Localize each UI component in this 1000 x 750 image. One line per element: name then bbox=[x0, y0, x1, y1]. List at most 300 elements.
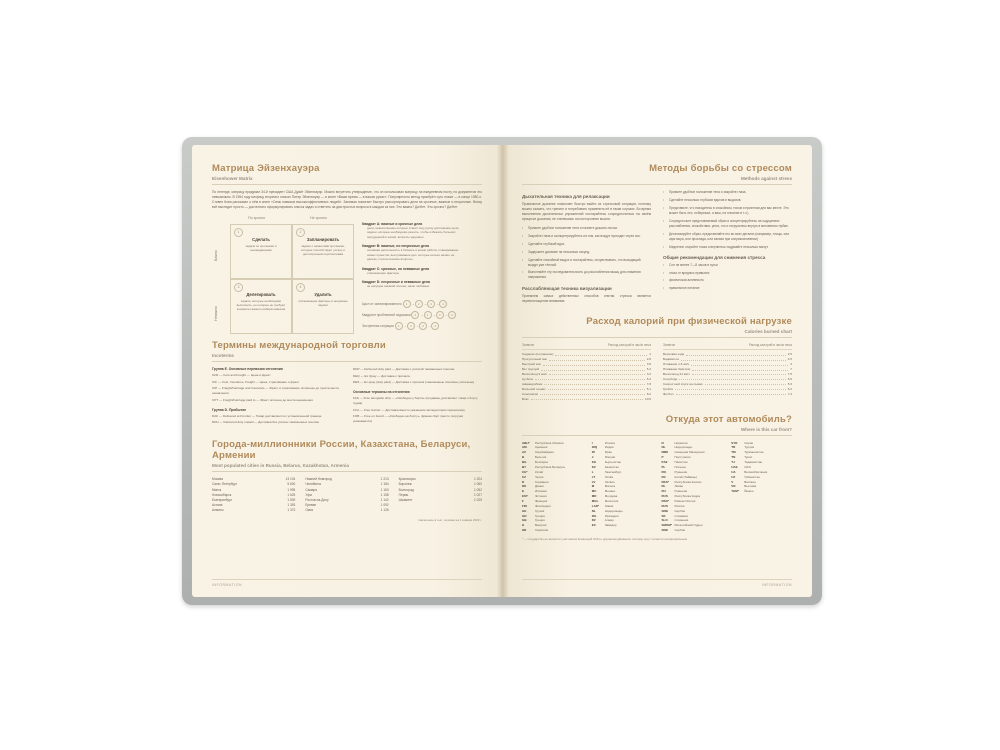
country-name: Иран bbox=[604, 450, 612, 455]
country-name: Румыния bbox=[674, 489, 688, 494]
cell-title: Сделать bbox=[252, 236, 270, 242]
breath-title: Дыхательная техника для релаксации bbox=[522, 194, 610, 199]
leader-dots bbox=[549, 357, 644, 360]
table-row bbox=[399, 498, 482, 503]
list-item: • Сон не менее 7—8 часов в сутки bbox=[663, 263, 792, 268]
matrix-cell-delete bbox=[292, 279, 354, 334]
table-row bbox=[662, 528, 723, 533]
quadrant-note bbox=[362, 280, 462, 289]
city-name: Омск bbox=[305, 508, 313, 513]
eisenhower-matrix bbox=[212, 216, 462, 326]
value: 7.5 bbox=[787, 372, 792, 376]
country-code: UAE bbox=[731, 464, 738, 469]
value: 7.8 bbox=[646, 381, 651, 386]
country-code: F bbox=[522, 498, 524, 503]
country-name: Ватикан bbox=[744, 479, 756, 484]
page-left bbox=[192, 145, 502, 597]
value: 5.1 bbox=[646, 386, 651, 391]
list-item: CIF — Cost, Insurance, Freight — Цена, страхование и фрахт bbox=[212, 379, 300, 384]
col-activity: Занятие bbox=[522, 343, 535, 348]
country-name: Ирландия bbox=[604, 513, 619, 518]
country-name: Эквадор bbox=[604, 523, 617, 528]
country-code: PАК bbox=[661, 460, 668, 465]
value: 7 bbox=[790, 367, 792, 372]
country-code: SRB bbox=[661, 528, 668, 533]
leader-dots bbox=[679, 377, 786, 380]
country-name: Греция bbox=[535, 518, 545, 523]
stress-title: Методы борьбы со стрессом bbox=[649, 163, 792, 174]
leader-dots bbox=[535, 377, 645, 380]
page-gutter bbox=[497, 145, 509, 597]
country-code: DK bbox=[522, 484, 527, 489]
country-name: Турция bbox=[744, 445, 755, 450]
leader-dots bbox=[691, 362, 788, 365]
cities-subtitle: Most populated cities in Russia, Belarus, Kazakhstan, Armenia bbox=[212, 463, 349, 469]
country-code: RC bbox=[661, 474, 666, 479]
chip-icon: 4 bbox=[431, 322, 439, 330]
country-code: NL bbox=[661, 445, 666, 450]
country-name: Монголия bbox=[604, 498, 619, 503]
city-name: Нижний Новгород bbox=[305, 477, 332, 482]
city-population: 1 373 bbox=[287, 508, 296, 513]
value: 5.4 bbox=[646, 367, 651, 372]
country-code: M bbox=[591, 484, 595, 489]
country-name: Великобритания bbox=[744, 469, 768, 474]
cars-title: Откуда этот автомобиль? bbox=[665, 413, 792, 425]
country-code: LAR* bbox=[591, 503, 600, 508]
value: 5.2 bbox=[787, 386, 792, 391]
leader-dots bbox=[705, 382, 786, 385]
activity: Сидение (положение) bbox=[522, 352, 554, 357]
leader-dots bbox=[531, 397, 643, 400]
country-name: Йемен bbox=[744, 489, 754, 494]
chip-icon: 4 bbox=[448, 311, 456, 319]
legend-label: Экстренная ситуация bbox=[362, 323, 394, 328]
matrix-cell-do bbox=[230, 224, 292, 279]
eisenhower-intro: По легенде, матрицу придумал 34-й президент США Дуайт Эйзенхауэр. Можно встретить утверждение, что он использовал матрицу на ежедневном посту, но документов это невозможно. В 1954 году матрицу вторично описал Питер Эйзенхауэр — в книге «Ваше время — в ваших руках». Популярность метод приобрёл чуть позже — в конце 1980-х. Стивен Кови рассказал о нём в книге «Семь навыков высокоэффективных людей». Занимая помогает быстро рассортировать дела на срочные, важные и несрочные. Внизу всё выглядит просто — достаточно сформулировать список задач и ответить на два простых вопроса в каждом из них: Это важно? Да/Нет. Это срочно? Да/Нет bbox=[212, 190, 482, 209]
list-item: • Выполняйте эту последовательность до расслабления мышц для снижения напряжения. bbox=[522, 270, 651, 280]
country-code: N bbox=[661, 440, 664, 445]
city-name: Волгоград bbox=[398, 487, 414, 492]
quadrant-note bbox=[362, 267, 462, 276]
calories-table bbox=[522, 343, 792, 401]
country-name: Ливия bbox=[604, 503, 614, 508]
group-title: Основные термины на отгонения bbox=[353, 390, 410, 395]
cell-number: 1 bbox=[234, 228, 243, 237]
value: 6.4 bbox=[646, 376, 651, 381]
value: 1 bbox=[649, 352, 651, 357]
activity: Прогулочный шаг bbox=[522, 357, 548, 362]
value: 7.4 bbox=[787, 391, 792, 396]
breath-steps bbox=[522, 226, 651, 281]
quadrant-note-text: основная деятельность в бизнесе и жизни работа; планирование новых проектов; выстраивание дел, которые нельзя начать не далеко; стратегические вопросы bbox=[367, 248, 459, 262]
value: 8.2 bbox=[646, 391, 651, 396]
chip-icon: 3 bbox=[427, 300, 435, 308]
activity: Футбол bbox=[663, 391, 674, 396]
leader-dots bbox=[544, 382, 645, 385]
incoterms-subtitle: Incoterms bbox=[212, 352, 234, 358]
country-name: Алжир bbox=[604, 518, 614, 523]
country-code: GB bbox=[522, 518, 527, 523]
city-name: Красноярск bbox=[398, 477, 416, 482]
footer-left: INFORMATION bbox=[212, 583, 243, 587]
legend-row bbox=[362, 311, 467, 319]
leader-dots bbox=[555, 352, 647, 355]
country-code: IRQ bbox=[591, 445, 598, 450]
legend-label: Цикл от запланированного bbox=[362, 301, 402, 306]
activity: Гребля bbox=[663, 386, 674, 391]
stress-columns bbox=[522, 190, 792, 304]
list-item: FAS — Free alongside ship — «Свободно у борта» (продавец доставляет товар к борту судна) bbox=[353, 396, 478, 405]
list-item: • Сосредоточьте представляемый образ и концентрируйтесь на ощущениях расслабления, спокойствия, уюта, что и погрузитесь внутрь в мгновения глубже. bbox=[663, 219, 792, 229]
general-title: Общие рекомендации для снижения стресса bbox=[663, 254, 766, 260]
section-calories bbox=[522, 316, 792, 401]
footer-right: INFORMATION bbox=[761, 583, 792, 587]
country-name: Эстония bbox=[535, 494, 547, 499]
table-row bbox=[305, 508, 388, 513]
list-item: DES — Ex quay (duty paid) — Доставка с причала (таможенные пошлины уплачены) bbox=[353, 380, 475, 385]
list-item: • физическая активность bbox=[663, 278, 792, 283]
legend-chips: 2 → 1 → 3 → 4 bbox=[411, 311, 457, 319]
axis-urgent: По срочно bbox=[248, 215, 266, 220]
city-name: Уфа bbox=[305, 492, 312, 497]
country-name: Мальтийский Орден bbox=[674, 523, 703, 528]
country-name: Республика Кодра bbox=[674, 494, 701, 499]
country-name: Словения bbox=[674, 518, 689, 523]
country-name: Венгрия bbox=[535, 523, 547, 528]
section-incoterms bbox=[212, 340, 482, 427]
city-population: 1 213 bbox=[380, 477, 389, 482]
activity: Сноуборд bbox=[663, 376, 678, 381]
cell-title: Делегировать bbox=[246, 291, 276, 297]
country-code: VN bbox=[731, 484, 736, 489]
matrix-cell-plan bbox=[292, 224, 354, 279]
country-code: V bbox=[731, 479, 734, 484]
city-name: Санкт-Петербург bbox=[212, 482, 237, 487]
list-item: • Примите удобное положение тела и начните дышать носом. bbox=[522, 226, 651, 231]
chip-icon: 2 bbox=[419, 322, 427, 330]
city-population: 1 995 bbox=[287, 487, 296, 492]
divider bbox=[522, 337, 792, 338]
city-population: 13 104 bbox=[285, 477, 296, 482]
activity: Скоростной спуск на лыжах bbox=[663, 381, 703, 386]
country-name: Румыния bbox=[674, 469, 688, 474]
activity: Велосипед 21 км/ч bbox=[663, 372, 690, 376]
quadrant-note-title: Квадрат B: важные, но несрочные дела bbox=[362, 244, 429, 249]
table-row bbox=[522, 397, 651, 402]
cell-title: Запланировать bbox=[306, 236, 340, 242]
country-code: SLO bbox=[661, 518, 668, 523]
city-population: 1 625 bbox=[287, 492, 296, 497]
leader-dots bbox=[543, 362, 645, 365]
value: 5.3 bbox=[787, 381, 792, 386]
section-car-codes bbox=[522, 414, 792, 542]
cell-number: 4 bbox=[296, 283, 305, 292]
country-code: RL bbox=[661, 484, 666, 489]
list-item: FCA — Free Carrier — Доставка вместо указанном экспедитором перевозчику bbox=[353, 407, 465, 412]
quadrant-note-text: дела, невыполнение которых ставит под угрозу достижение цели; задачи, которые необходимо решить, чтобы избежать больших затруднений в жизни; вопросы здоровья bbox=[367, 225, 460, 239]
section-stress bbox=[522, 163, 792, 304]
quadrant-note bbox=[362, 244, 462, 262]
leader-dots bbox=[541, 367, 645, 370]
value: 4.5 bbox=[787, 357, 792, 362]
quadrant-note bbox=[362, 222, 462, 240]
calories-title: Расход калорий при физической нагрузке bbox=[586, 316, 792, 328]
cities-column bbox=[212, 477, 295, 513]
country-name: Узбекистан bbox=[744, 474, 760, 479]
table-row bbox=[522, 528, 583, 533]
list-item: • Закройте глаза и сконцентрируйтесь на том, как воздух проходит через нос. bbox=[522, 234, 651, 239]
country-code: GE bbox=[522, 508, 527, 513]
country-name: Финляндия bbox=[535, 503, 551, 508]
city-population: 1 126 bbox=[380, 508, 389, 513]
country-name: Молдова bbox=[604, 494, 618, 499]
list-item: • Сделайте несколько глубоких вдохов и выдохов. bbox=[663, 198, 792, 203]
country-code: TJ bbox=[731, 460, 735, 465]
cities-table bbox=[212, 477, 482, 513]
leader-dots bbox=[540, 392, 645, 395]
country-name: Армения bbox=[535, 445, 548, 450]
cell-text: задачи со срочными и неожиданными bbox=[245, 243, 277, 253]
footer-rule bbox=[212, 579, 482, 580]
country-name: Сербия bbox=[674, 528, 686, 533]
page-right bbox=[502, 145, 812, 597]
value: 10.6 bbox=[644, 396, 651, 401]
stress-column-right bbox=[663, 190, 792, 304]
relax-title: Расслабляющая техника визуализации bbox=[522, 286, 612, 292]
activity: Аквааэробика bbox=[522, 381, 543, 386]
country-code: SRB bbox=[661, 508, 668, 513]
list-item: CFR — Cost and Freight — Цена и фрахт bbox=[212, 372, 271, 377]
leader-dots bbox=[692, 372, 786, 375]
divider bbox=[522, 435, 792, 436]
codes-column bbox=[662, 441, 723, 533]
country-name: Италия bbox=[604, 440, 615, 445]
country-name: Тунис bbox=[744, 455, 753, 460]
country-code: AZ bbox=[522, 450, 526, 455]
table-row bbox=[731, 489, 792, 494]
country-code: RSO* bbox=[661, 498, 670, 503]
leader-dots bbox=[676, 392, 786, 395]
legend-row bbox=[362, 300, 467, 308]
city-population: 1 393 bbox=[287, 503, 296, 508]
axis-not-urgent: Не срочно bbox=[310, 215, 328, 220]
legend-label: Квадрант проблемной подсказки bbox=[362, 312, 411, 317]
country-name: Ливан bbox=[674, 484, 684, 489]
country-name: Франция bbox=[535, 498, 548, 503]
footer-rule bbox=[522, 579, 792, 580]
country-code: EST bbox=[522, 494, 528, 499]
country-name: Азербайджан bbox=[535, 450, 554, 455]
col-activity: Занятие bbox=[663, 343, 676, 348]
country-code: TM bbox=[731, 450, 736, 455]
city-population: 1 052 bbox=[474, 487, 482, 492]
country-name: Индия bbox=[604, 445, 614, 450]
country-code: I bbox=[591, 440, 593, 445]
activity: Велосипед 9 км/ч bbox=[522, 372, 548, 376]
axis-important: Важно bbox=[214, 249, 218, 261]
table-row bbox=[663, 392, 792, 397]
country-code: UZ bbox=[731, 474, 736, 479]
chip-icon: 2 bbox=[415, 300, 423, 308]
country-code: PL bbox=[661, 464, 666, 469]
cars-subtitle: Where is this car from? bbox=[740, 426, 792, 432]
activity: Верховая езда bbox=[663, 352, 685, 357]
table-header bbox=[663, 343, 792, 350]
activity: Бег трусцой bbox=[522, 367, 540, 372]
country-name: Сирия bbox=[744, 440, 754, 445]
list-item: CIP — Freight/Carriage and Insurance — Фрахт и страхование оплачены до пункта места назначения bbox=[212, 386, 339, 396]
activity: Быстрый шаг bbox=[522, 362, 542, 367]
chip-icon: 3 bbox=[407, 322, 415, 330]
country-name: Нидерланды bbox=[674, 445, 693, 450]
list-item: • Сделайте спокойный выдох и постарайтесь, почувствовать, что выходящий воздух уже тёплый. bbox=[522, 258, 651, 268]
country-code: LT bbox=[591, 474, 596, 479]
activity: Бокс bbox=[522, 396, 529, 401]
country-code: J bbox=[591, 455, 594, 460]
city-name: Москва bbox=[212, 477, 223, 482]
city-population: 1 539 bbox=[287, 497, 296, 502]
country-code: AM bbox=[522, 445, 527, 450]
activity: Альпинизм bbox=[522, 391, 538, 396]
country-name: Мальта bbox=[604, 484, 616, 489]
eisenhower-title: Матрица Эйзенхауэра bbox=[212, 163, 320, 174]
country-code: RO bbox=[661, 469, 666, 474]
activity: Ау-йога bbox=[522, 376, 533, 381]
cities-column bbox=[305, 477, 388, 513]
country-name: Россия bbox=[674, 503, 685, 508]
country-code: SK bbox=[661, 513, 666, 518]
incoterms-columns bbox=[212, 367, 482, 427]
list-item: • Примите удобное положение тела и закройте глаза. bbox=[663, 190, 792, 195]
country-code: CZ bbox=[522, 474, 526, 479]
list-item: • Задержите дыхание на несколько секунд. bbox=[522, 250, 651, 255]
list-item: CPT — Freight/Carriage paid to — Фрахт оплачен до места назначения bbox=[212, 397, 313, 402]
section-eisenhower bbox=[212, 163, 482, 326]
stress-subtitle: Methods against stress bbox=[740, 176, 792, 181]
breath-text: Правильное дыхание позволяет быстро выйти из стрессовой ситуации, поэтому можно сказать, что тренинг и потребовать применить её в такие случаях. Во время выполнения дыхательных упражнений постарайтесь сосредоточиться на своём процессе дыхания, не отвлекаясь на посторонние мысли. bbox=[522, 202, 651, 221]
country-name: Литва bbox=[604, 474, 613, 479]
notebook-pages bbox=[192, 145, 812, 597]
codes-column bbox=[592, 441, 653, 533]
country-name: Туркменистан bbox=[744, 450, 764, 455]
country-name: Латвия bbox=[604, 479, 615, 484]
country-name: Монако bbox=[604, 489, 616, 494]
country-code: P bbox=[661, 455, 664, 460]
city-population: 1 025 bbox=[474, 497, 482, 502]
activity: Плавание 1.6 км/ч bbox=[663, 362, 690, 367]
chip-icon: 1 bbox=[395, 322, 403, 330]
city-population: 1 184 bbox=[380, 482, 389, 487]
divider bbox=[212, 361, 482, 362]
leader-dots bbox=[681, 357, 786, 360]
country-code: NMK bbox=[661, 450, 669, 455]
country-code: HR bbox=[522, 528, 527, 533]
chip-icon: 3 bbox=[436, 311, 444, 319]
country-code: E bbox=[522, 489, 525, 494]
city-population: 1 158 bbox=[380, 492, 389, 497]
city-population: 1 060 bbox=[474, 482, 482, 487]
stress-column-left bbox=[522, 190, 651, 304]
country-code: ABH* bbox=[522, 440, 530, 445]
value: 2.8 bbox=[646, 357, 651, 362]
legend-chips: 1 → 2 → 3 → 4 bbox=[403, 300, 449, 308]
city-name: Астана bbox=[212, 503, 223, 508]
country-name: Китай bbox=[535, 469, 544, 474]
value: 3.8 bbox=[646, 362, 651, 367]
leader-dots bbox=[549, 372, 645, 375]
quadrant-notes bbox=[362, 222, 462, 294]
city-name: Новосибирск bbox=[212, 492, 232, 497]
country-code: TR bbox=[731, 445, 736, 450]
list-item: DDP — Delivered duty paid — Доставка с уплатой таможенных пошлин bbox=[353, 366, 455, 371]
cell-number: 3 bbox=[234, 283, 243, 292]
group-title: Группа D. Прибытие bbox=[212, 407, 247, 412]
list-item: • Представьте, что находитесь в спокойном, тихом и приятном для вас месте. Это может быть лес, побережье, а ваш, на плояние в т.ч.) bbox=[663, 206, 792, 216]
country-name: Вьетнам bbox=[744, 484, 757, 489]
country-code: LV bbox=[591, 479, 596, 484]
country-name: Казахстан bbox=[604, 464, 619, 469]
country-name: Республика Абхазия bbox=[535, 440, 564, 445]
country-name: Пакистан bbox=[674, 460, 688, 465]
list-item: • Детализируйте образ, представляйте его во всех деталях (например, птицы, или шум моря, или прохлада, или запахи при соприкосновении) bbox=[663, 232, 792, 242]
country-code: IRL bbox=[591, 513, 597, 518]
country-name: Грузия bbox=[535, 508, 545, 513]
city-name: Ростов-на-Дону bbox=[305, 497, 329, 502]
divider bbox=[212, 184, 482, 185]
country-name: Германия bbox=[535, 479, 549, 484]
country-code: IR bbox=[591, 450, 595, 455]
country-name: Нидерланды bbox=[604, 508, 623, 513]
city-name: Екатеринбург bbox=[212, 497, 233, 502]
city-population: 1 092 bbox=[380, 503, 389, 508]
divider bbox=[522, 184, 792, 185]
calories-column-left bbox=[522, 343, 651, 401]
leader-dots bbox=[548, 387, 645, 390]
country-name: Северная Македония bbox=[674, 450, 705, 455]
city-name: Челябинск bbox=[305, 482, 322, 487]
country-code: KG bbox=[591, 460, 597, 465]
country-name: Болгария bbox=[535, 460, 548, 465]
cities-title: Города-миллионники России, Казахстана, Беларуси, Армении bbox=[212, 439, 471, 462]
city-name: Пермь bbox=[398, 492, 409, 497]
country-code: SMOM* bbox=[661, 523, 672, 528]
codes-column bbox=[522, 441, 583, 533]
quadrant-note-text: не несущие никакой пользы; наши любимые bbox=[367, 284, 430, 289]
country-code: UA bbox=[731, 469, 736, 474]
country-code: D bbox=[522, 479, 525, 484]
quadrant-note-title: Квадрат D: несрочные и неважные дела bbox=[362, 280, 430, 285]
country-code: GR bbox=[522, 513, 527, 518]
value: 3.2 bbox=[646, 372, 651, 376]
activity: Бадминтон bbox=[663, 357, 679, 362]
matrix-legend bbox=[362, 300, 467, 333]
city-population: 1 142 bbox=[380, 497, 389, 502]
value: 2.5 bbox=[787, 352, 792, 357]
country-name: ОАЭ bbox=[744, 464, 751, 469]
country-name: Кыргызстан bbox=[604, 460, 622, 465]
activity: Плавание брассом bbox=[663, 367, 691, 372]
chip-icon: 1 bbox=[424, 311, 432, 319]
country-code: FIN bbox=[522, 503, 527, 508]
country-code: SYR bbox=[731, 440, 738, 445]
country-code: BY bbox=[522, 464, 527, 469]
cities-note: Население в тыс. человек на 1 января 2023 г. bbox=[418, 517, 482, 522]
incoterms-title: Термины международной торговли bbox=[212, 339, 386, 351]
cell-text: задачи, которые необходимо выполнить, но которые не требуют конкретно вашего набора навыков bbox=[236, 298, 286, 312]
country-name: Республика Косово bbox=[674, 479, 702, 484]
country-code: BG bbox=[522, 460, 527, 465]
